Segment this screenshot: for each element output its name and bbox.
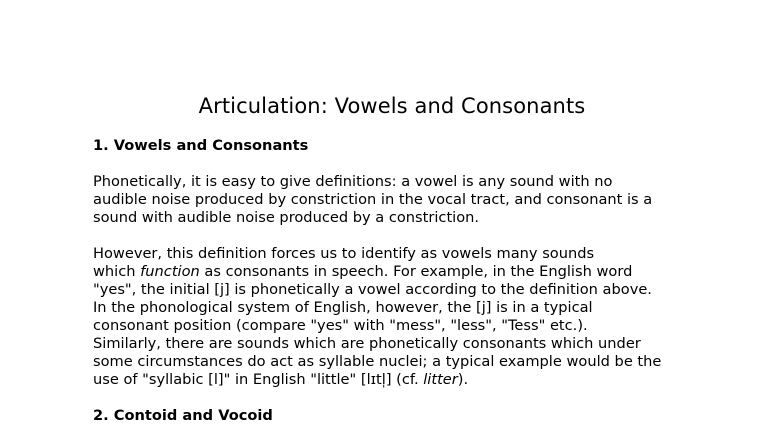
paragraph-line (93, 263, 713, 281)
text-fragment: which (93, 263, 141, 280)
paragraph-line: some circumstances do act as syllable nuclei; a typical example would be the (93, 353, 662, 370)
paragraph-gap (93, 389, 713, 407)
paragraph-line: Similarly, there are sounds which are phonetically consonants which under (93, 335, 641, 352)
paragraph-gap (93, 227, 713, 245)
document-body (93, 137, 713, 425)
italic-term-litter: litter (423, 371, 458, 388)
text-fragment: ). (457, 371, 469, 388)
paragraph-line: In the phonological system of English, however, the [j] is in a typical (93, 299, 593, 316)
text-fragment: as consonants in speech. For example, in the English word (199, 263, 633, 280)
paragraph-line: sound with audible noise produced by a constriction. (93, 209, 480, 226)
paragraph-line (93, 371, 713, 389)
paragraph-phonology (93, 245, 713, 389)
text-fragment: use of "syllabic [l]" in English "little" [lɪtl̩] (cf. (93, 371, 424, 388)
paragraph-line: consonant position (compare "yes" with "mess", "less", "Tess" etc.). (93, 317, 588, 334)
paragraph-line: "yes", the initial [j] is phonetically a vowel according to the definition above. (93, 281, 652, 298)
paragraph-line: However, this definition forces us to identify as vowels many sounds (93, 245, 595, 262)
paragraph-line: Phonetically, it is easy to give definitions: a vowel is any sound with no (93, 173, 613, 190)
section-heading-contoid-vocoid: 2. Contoid and Vocoid (93, 407, 273, 424)
document-title: Articulation: Vowels and Consonants (198, 94, 586, 118)
paragraph-definitions (93, 173, 713, 227)
section-heading-vowels-consonants: 1. Vowels and Consonants (93, 137, 309, 154)
paragraph-line: audible noise produced by constriction in the vocal tract, and consonant is a (93, 191, 653, 208)
italic-term-function: function (140, 263, 200, 280)
paragraph-gap (93, 155, 713, 173)
